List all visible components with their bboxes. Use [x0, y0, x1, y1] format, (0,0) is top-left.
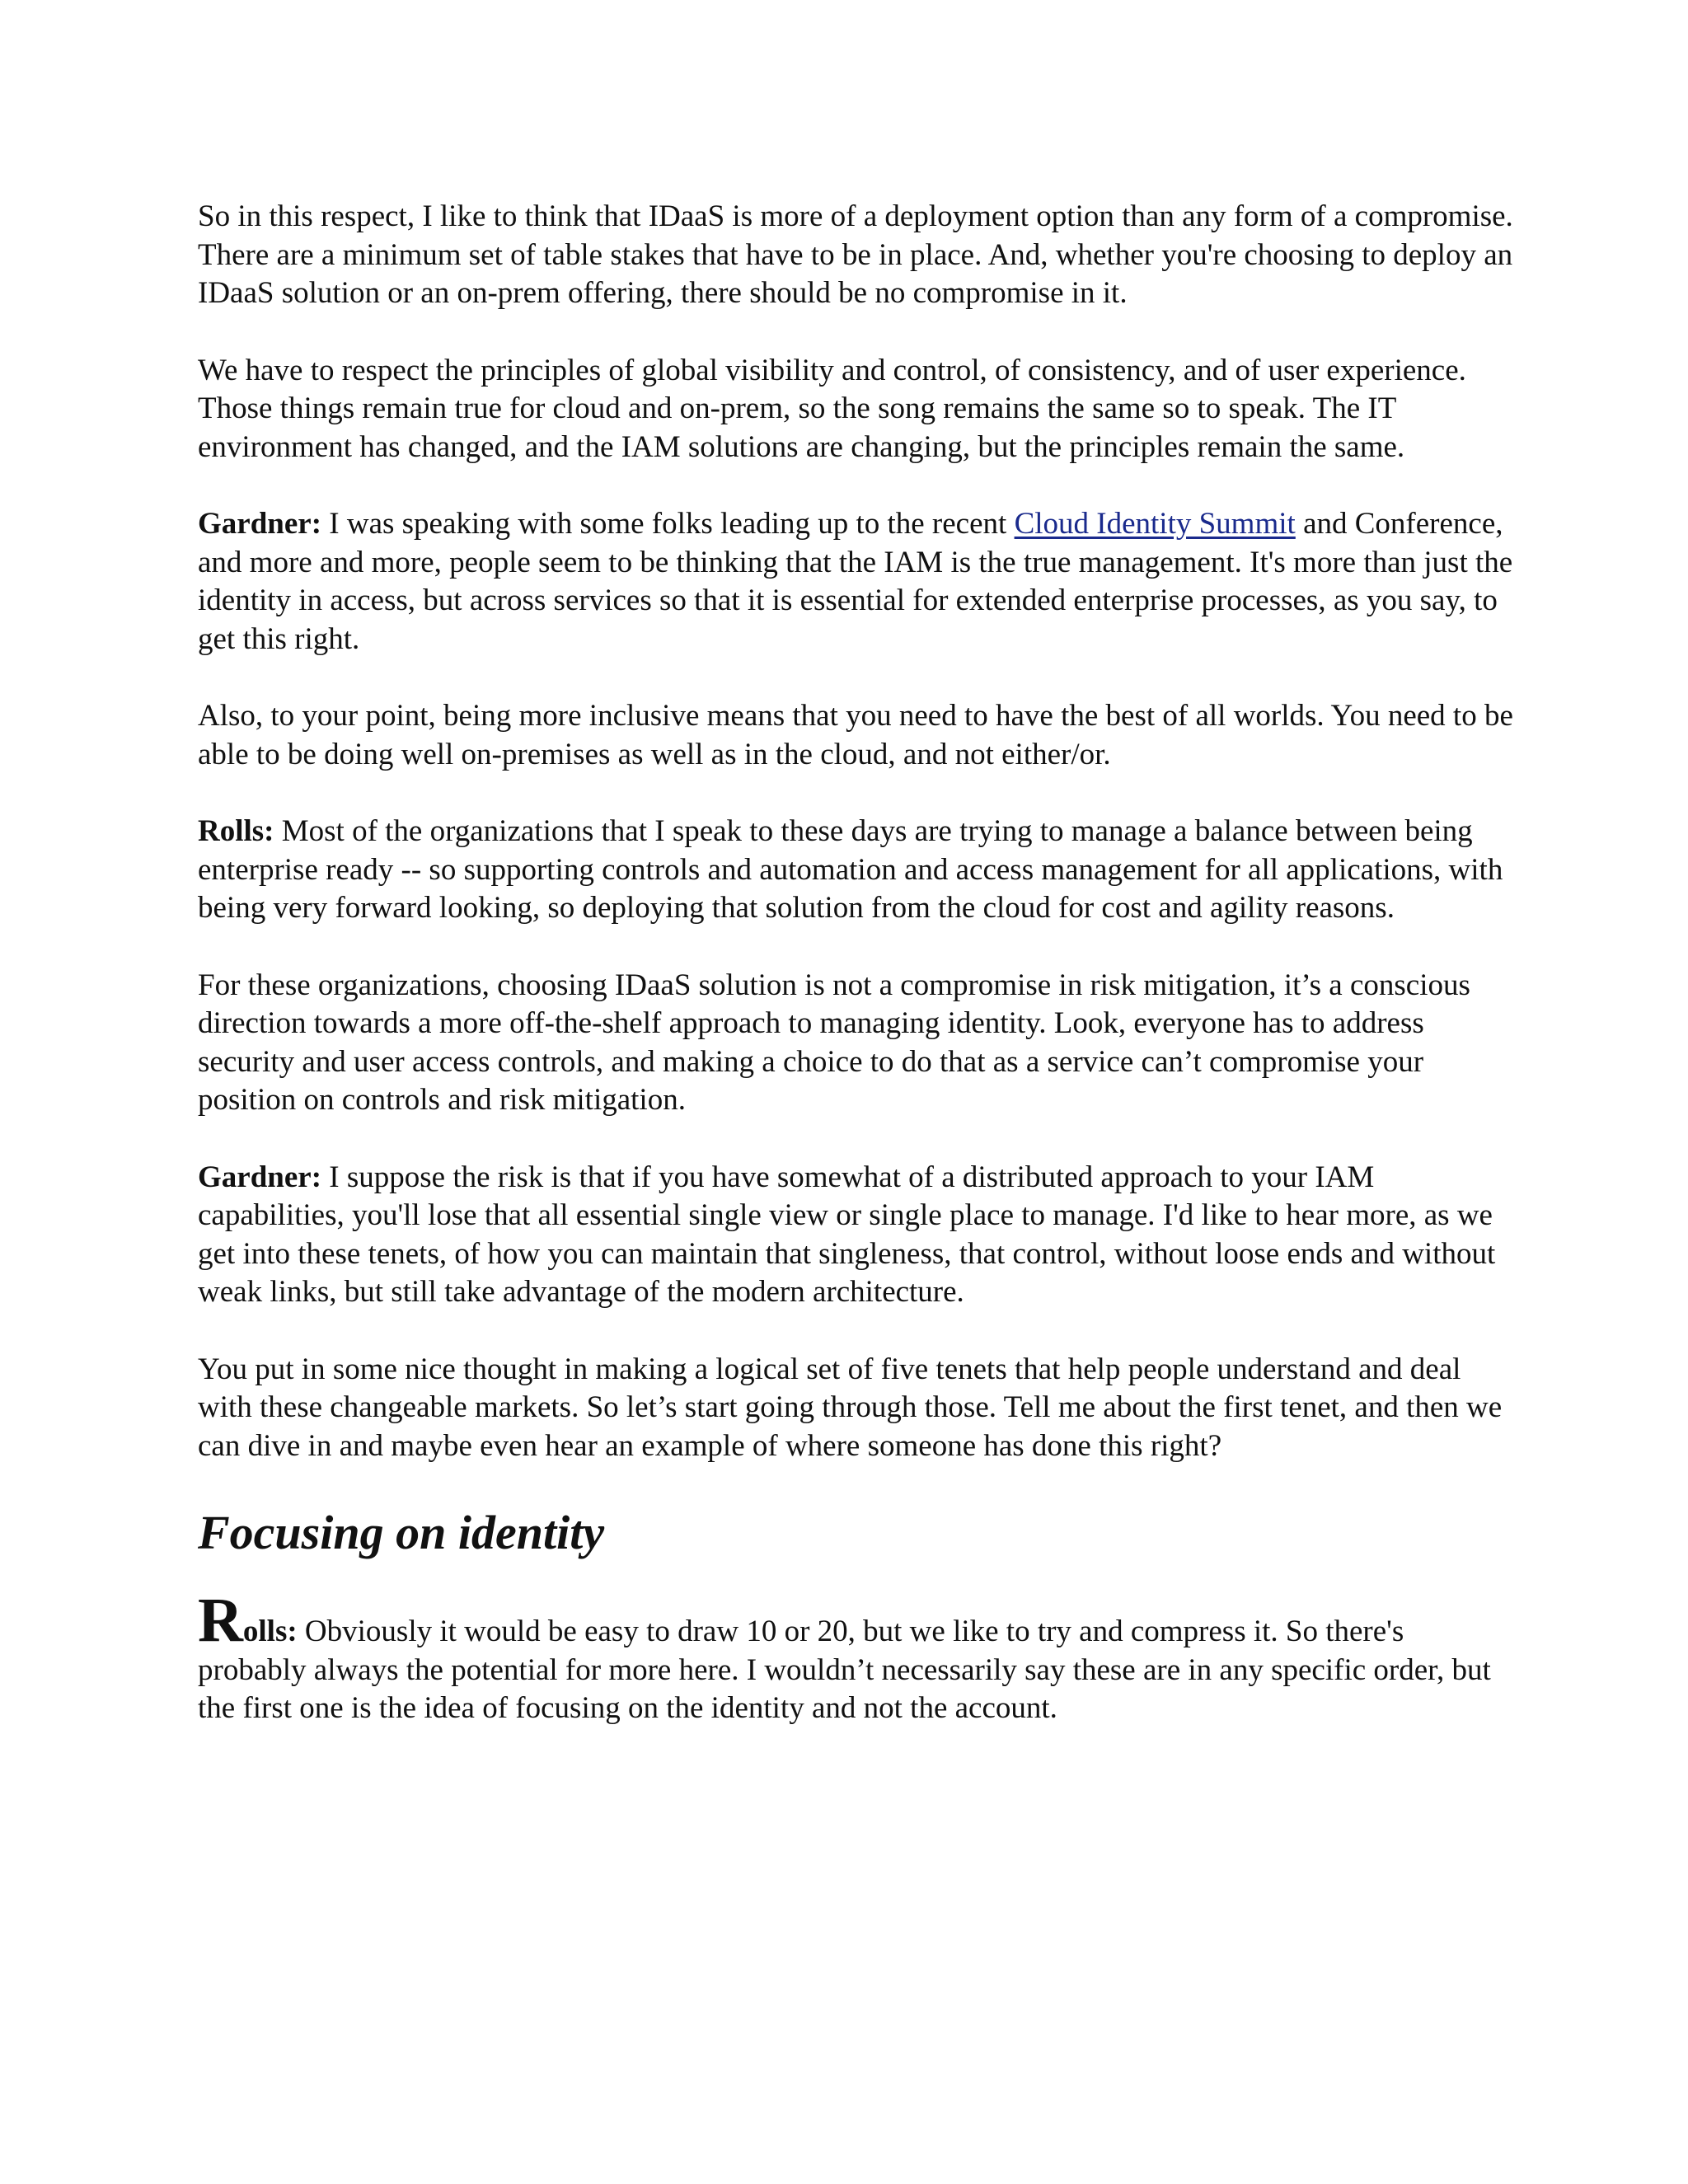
- paragraph-text: Obviously it would be easy to draw 10 or 20, but we like to try and compress it. So there's probably always the potential for more here. I wouldn’t necessarily say these are in any specific order, but the first one is the idea of focusing on the identity and not the account.: [198, 1615, 1491, 1725]
- paragraph-text: For these organizations, choosing IDaaS solution is not a compromise in risk mitigation, it’s a conscious direction towards a more off-the-shelf approach to managing identity. Look, everyone has to address security and user access controls, and making a choice to do that as a service can’t compromise your position on controls and risk mitigation.: [198, 968, 1470, 1117]
- paragraph-6: [198, 967, 1517, 1120]
- paragraph-text: You put in some nice thought in making a logical set of five tenets that help people understand and deal with these changeable markets. So let’s start going through those. Tell me about the first tenet, and then we can dive in and maybe even hear an example of where someone has done this right?: [198, 1352, 1503, 1463]
- paragraph-final: [198, 1586, 1517, 1728]
- paragraph-text: Also, to your point, being more inclusive means that you need to have the best of all worlds. You need to be able to be doing well on-premises as well as in the cloud, and not either/or.: [198, 699, 1513, 771]
- paragraph-5: [198, 813, 1517, 928]
- paragraph-text: Most of the organizations that I speak to these days are trying to manage a balance between being enterprise ready -- so supporting controls and automation and access management for all applications, with being very forward looking, so deploying that solution from the cloud for cost and agility reasons.: [198, 814, 1503, 925]
- paragraph-text: I suppose the risk is that if you have somewhat of a distributed approach to your IAM capabilities, you'll lose that all essential single view or single place to manage. I'd like to hear more, as we get into these tenets, of how you can maintain that singleness, that control, without loose ends and without weak links, but still take advantage of the modern architecture.: [198, 1160, 1496, 1309]
- paragraph-text: We have to respect the principles of global visibility and control, of consistency, and of user experience. Those things remain true for cloud and on-prem, so the song remains the same so to speak. The IT environment has changed, and the IAM solutions are changing, but the principles remain the same.: [198, 353, 1466, 464]
- paragraph-text: I was speaking with some folks leading up to the recent: [321, 507, 1015, 541]
- paragraph-3: [198, 505, 1517, 658]
- speaker-label: olls:: [242, 1615, 298, 1648]
- paragraph-7: [198, 1159, 1517, 1312]
- cloud-identity-summit-link[interactable]: Cloud Identity Summit: [1014, 507, 1296, 541]
- paragraph-4: [198, 697, 1517, 774]
- paragraph-2: [198, 352, 1517, 467]
- section-heading: Focusing on identity: [198, 1506, 605, 1559]
- paragraph-text: So in this respect, I like to think that IDaaS is more of a deployment option than any form of a compromise. There are a minimum set of table stakes that have to be in place. And, whether you're choosing to deploy an IDaaS solution or an on-prem offering, there should be no compromise in it.: [198, 199, 1513, 310]
- speaker-label: Gardner:: [198, 1160, 322, 1194]
- speaker-label: Rolls:: [198, 814, 274, 848]
- document-page: [198, 198, 1517, 1728]
- drop-cap-letter: R: [198, 1586, 243, 1655]
- paragraph-1: [198, 198, 1517, 313]
- paragraph-text: and Conference, and more and more, people seem to be thinking that the IAM is the true management. It's more than just the identity in access, but across services so that it is essential for extended enterprise processes, as you say, to get this right.: [198, 507, 1513, 656]
- paragraph-8: [198, 1351, 1517, 1466]
- speaker-label: Gardner:: [198, 507, 322, 541]
